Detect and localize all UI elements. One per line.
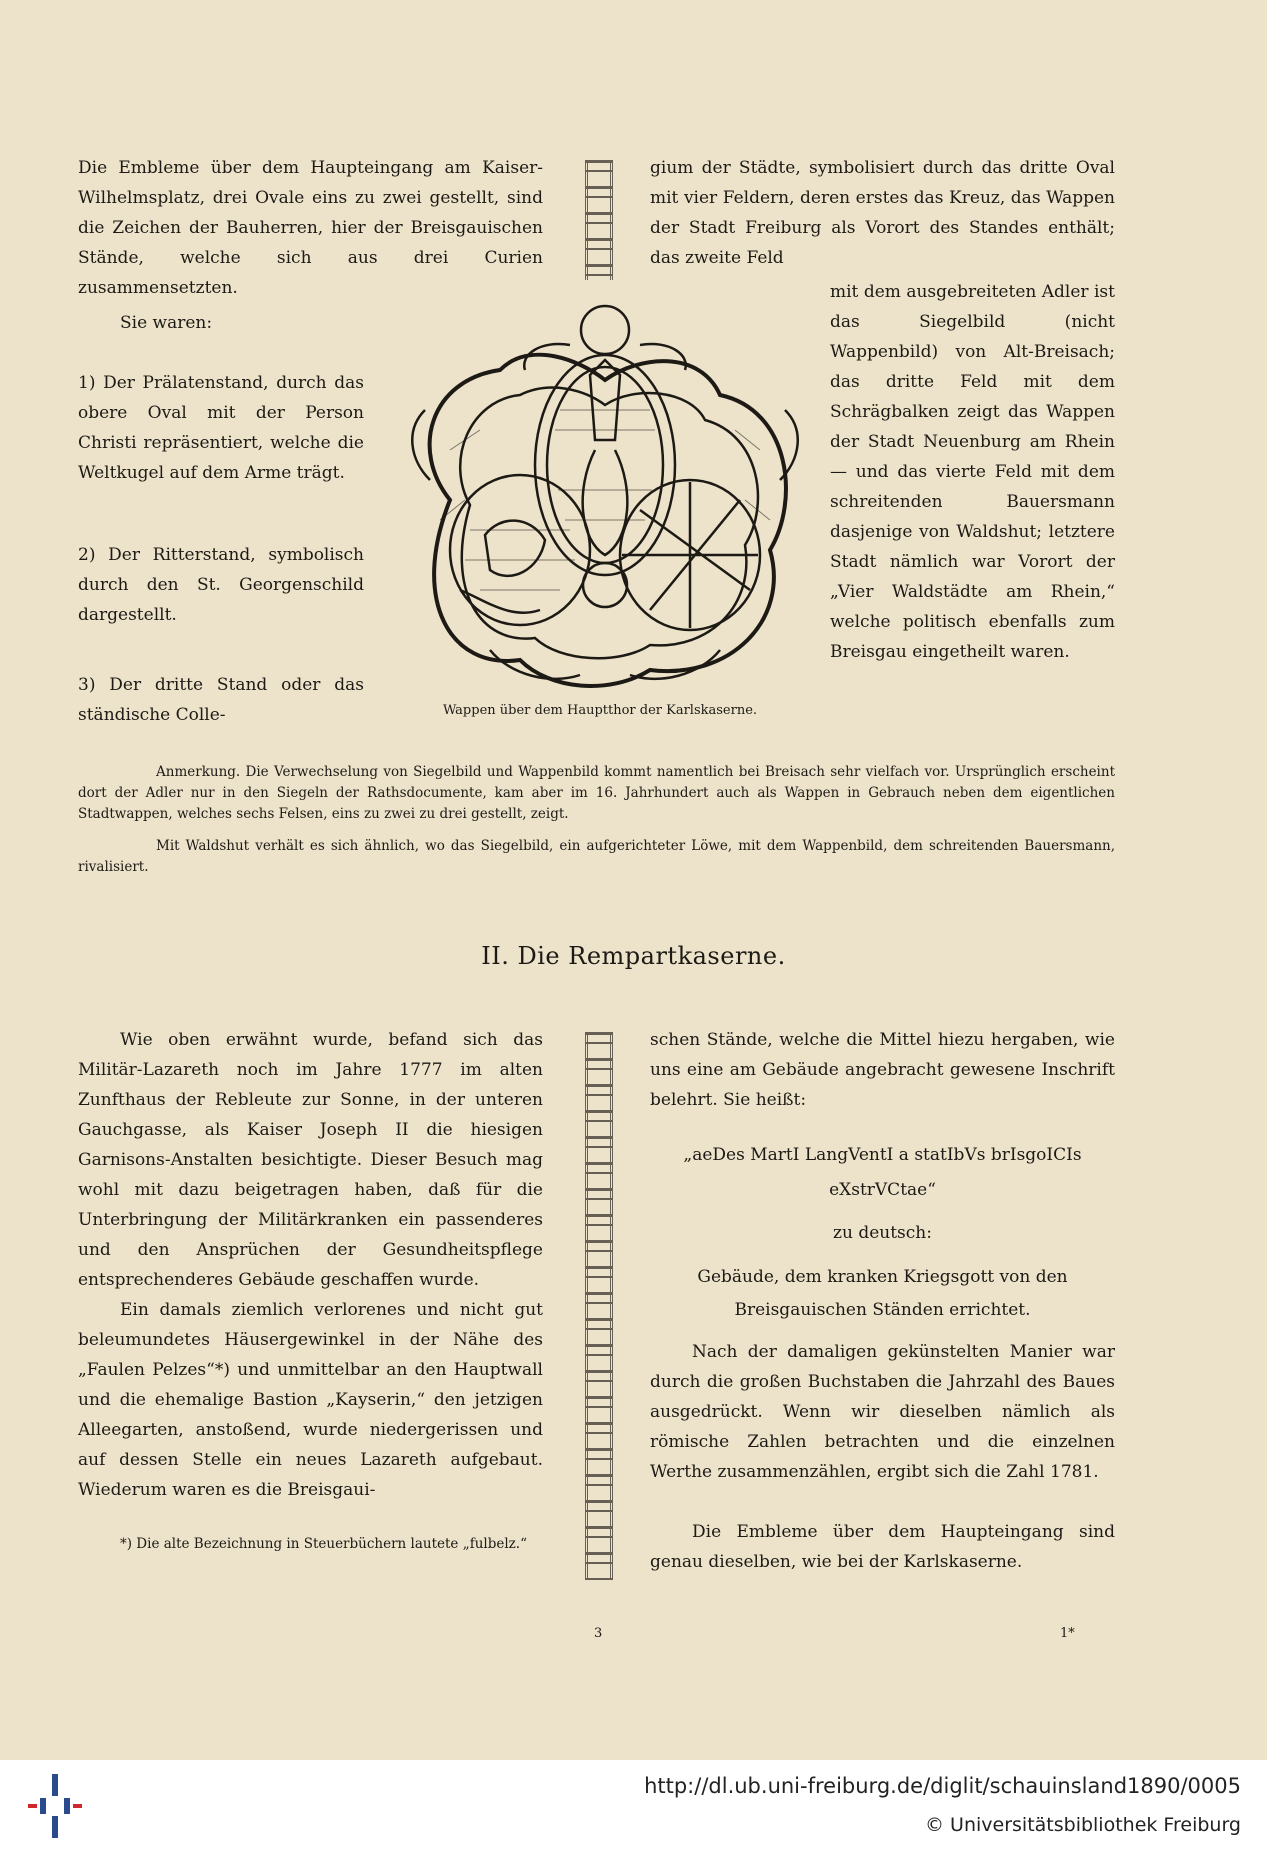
note-paragraph: Anmerkung. Die Verwechselung von Siegelbild und Wappenbild kommt namentlich bei Breisach sehr vielfach vor. Ursprünglich erscheint dort der Adler nur in den Siegeln der Rathsdocumente, kam aber im 16. Jahrhundert auch als Wappen in Gebrauch neben dem eigentlichen Stadtwappen, welches sechs Felsen, eins zu zwei zu drei gestellt, zeigt.	[78, 764, 1115, 822]
inscription-line-1: „aeDes MartI LangVentI a statIbVs brIsgoICIs	[683, 1145, 1082, 1165]
source-url-link[interactable]: http://dl.ub.uni-freiburg.de/diglit/schauinsland1890/0005	[644, 1774, 1241, 1798]
translation-line-2: Breisgauischen Ständen errichtet.	[734, 1300, 1031, 1320]
translation-line-1: Gebäude, dem kranken Kriegsgott von den	[697, 1267, 1068, 1287]
intro-paragraph: Die Embleme über dem Haupteingang am Kaiser-Wilhelmsplatz, drei Ovale eins zu zwei gestellt, sind die Zeichen der Bauherren, hier der Breisgauischen Stände, welche sich aus drei Curien zusammensetzten.	[78, 158, 543, 298]
body-paragraph-2: Ein damals ziemlich verlorenes und nicht gut beleumundetes Häusergewinkel in der Nähe des „Faulen Pelzes“*) und unmittelbar an den Hauptwall und die ehemalige Bastion „Kayserin,“ den jetzigen Alleegarten, anstoßend, wurde niedergerissen und auf dessen Stelle ein neues Lazareth aufgebaut. Wiederum waren es die Breisgaui-	[78, 1300, 543, 1500]
vertical-ornament-bottom	[585, 1032, 613, 1580]
coat-of-arms-engraving	[390, 300, 820, 695]
section-heading: II. Die Rempartkaserne.	[481, 942, 786, 970]
list-item-2: 2) Der Ritterstand, symbolisch durch den St. Georgenschild dargestellt.	[78, 545, 364, 625]
page-number: 3	[594, 1626, 603, 1641]
right-body-paragraph-1: schen Stände, welche die Mittel hiezu hergaben, wie uns eine am Gebäude angebracht gewesene Inschrift belehrt. Sie heißt:	[650, 1030, 1115, 1110]
inscription-line-2: eXstrVCtae“	[829, 1180, 936, 1200]
list-intro: Sie waren:	[120, 313, 213, 333]
signature-mark: 1*	[1060, 1626, 1075, 1641]
vertical-ornament-top	[585, 160, 613, 280]
body-paragraph-1: Wie oben erwähnt wurde, befand sich das Militär-Lazareth noch im Jahre 1777 im alten Zunfthaus der Rebleute zur Sonne, in der unteren Gauchgasse, als Kaiser Joseph II die hiesigen Garnisons-Anstalten besichtigte. Dieser Besuch mag wohl mit dazu beigetragen haben, daß für die Unterbringung der Militärkranken ein passenderes und den Ansprüchen der Gesundheitspflege entsprechenderes Gebäude geschaffen wurde.	[78, 1030, 543, 1290]
right-body-paragraph-2: Nach der damaligen gekünstelten Manier war durch die großen Buchstaben die Jahrzahl des Baues ausgedrückt. Wenn wir dieselben nämlich als römische Zahlen betrachten und die einzelnen Werthe zusammenzählen, ergibt sich die Zahl 1781.	[650, 1342, 1115, 1482]
right-paragraph-2: mit dem ausgebreiteten Adler ist das Siegelbild (nicht Wappenbild) von Alt-Breisach; das dritte Feld mit dem Schrägbalken zeigt das Wappen der Stadt Neuenburg am Rhein — und das vierte Feld mit dem schreitenden Bauersmann dasjenige von Waldshut; letztere Stadt nämlich war Vorort der „Vier Waldstädte am Rhein,“ welche politisch ebenfalls zum Breisgau eingetheilt waren.	[830, 282, 1115, 662]
footer-bar	[0, 1760, 1267, 1850]
right-body-paragraph-3: Die Embleme über dem Haupteingang sind genau dieselben, wie bei der Karlskaserne.	[650, 1522, 1115, 1572]
zu-deutsch-label: zu deutsch:	[833, 1223, 932, 1243]
copyright-notice: © Universitätsbibliothek Freiburg	[925, 1814, 1241, 1836]
list-item-3: 3) Der dritte Stand oder das ständische Colle-	[78, 675, 364, 725]
footnote: *) Die alte Bezeichnung in Steuerbüchern lautete „fulbelz.“	[120, 1536, 527, 1552]
right-paragraph-1: gium der Städte, symbolisiert durch das dritte Oval mit vier Feldern, deren erstes das Kreuz, das Wappen der Stadt Freiburg als Vorort des Standes enthält; das zweite Feld	[650, 158, 1115, 268]
figure-caption: Wappen über dem Hauptthor der Karlskaserne.	[442, 703, 758, 718]
library-logo-icon[interactable]	[28, 1774, 82, 1838]
note-paragraph-2: Mit Waldshut verhält es sich ähnlich, wo das Siegelbild, ein aufgerichteter Löwe, mit dem Wappenbild, dem schreitenden Bauersmann, rivalisiert.	[78, 838, 1115, 875]
list-item-1: 1) Der Prälatenstand, durch das obere Oval mit der Person Christi repräsentiert, welche die Weltkugel auf dem Arme trägt.	[78, 373, 364, 483]
